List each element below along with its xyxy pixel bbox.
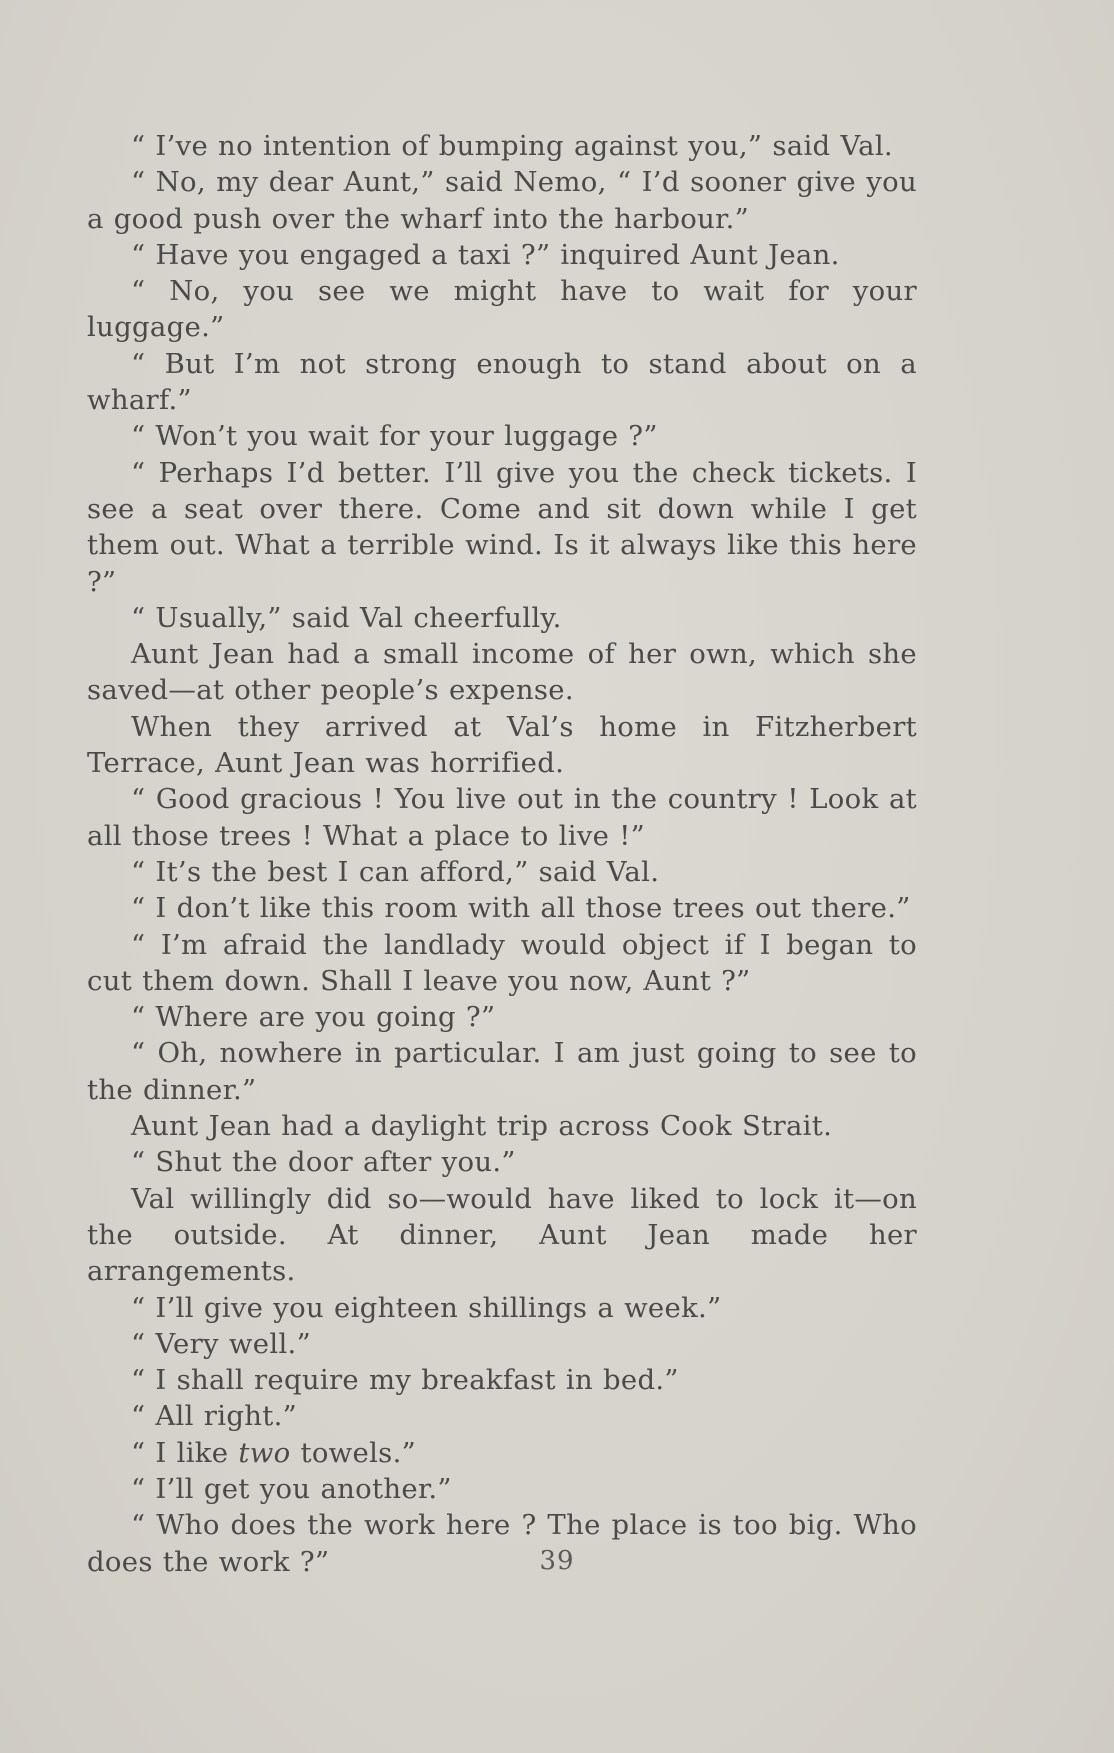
paragraph: “ All right.” xyxy=(131,1400,297,1433)
paragraph: “ Very well.” xyxy=(131,1327,311,1360)
emphasis-text: two xyxy=(238,1436,291,1469)
paragraph: “ I’m afraid the landlady would object if I began to cut them down. Shall I leave you now, Aunt ?” xyxy=(87,928,917,997)
paragraph xyxy=(87,1435,917,1471)
paragraph: Aunt Jean had a small income of her own, which she saved—at other people’s expense. xyxy=(87,638,917,707)
paragraph: “ But I’m not strong enough to stand about on a wharf.” xyxy=(87,347,917,417)
paragraph: “ Usually,” said Val cheerfully. xyxy=(131,601,562,634)
paragraph: “ Shut the door after you.” xyxy=(131,1146,516,1179)
paragraph: “ Won’t you wait for your luggage ?” xyxy=(131,420,658,453)
paragraph: “ No, my dear Aunt,” said Nemo, “ I’d sooner give you a good push over the wharf into the harbour.” xyxy=(87,166,917,235)
page-number: 39 xyxy=(539,1546,575,1576)
body-text xyxy=(87,128,917,1580)
paragraph: “ I’ll get you another.” xyxy=(131,1472,452,1505)
paragraph: When they arrived at Val’s home in Fitzherbert Terrace, Aunt Jean was horrified. xyxy=(87,710,917,780)
paragraph: “ I’ve no intention of bumping against you,” said Val. xyxy=(131,130,893,162)
paragraph: “ Good gracious ! You live out in the country ! Look at all those trees ! What a place to live !” xyxy=(87,783,917,852)
paragraph: Val willingly did so—would have liked to lock it—on the outside. At dinner, Aunt Jean made her arrangements. xyxy=(87,1182,917,1288)
text-run: “ I like xyxy=(131,1436,239,1469)
paragraph: “ I don’t like this room with all those trees out there.” xyxy=(131,892,911,925)
paragraph: “ Perhaps I’d better. I’ll give you the check tickets. I see a seat over there. Come and sit down while I get them out. What a terrible wind. Is it always like this here ?” xyxy=(87,456,917,598)
paragraph: “ I’ll give you eighteen shillings a week.” xyxy=(131,1291,722,1324)
text-run: towels.” xyxy=(290,1436,416,1469)
paragraph: “ Who does the work here ? The place is too big. Who does the work ?” xyxy=(87,1509,917,1578)
paragraph: “ Where are you going ?” xyxy=(131,1001,496,1034)
paragraph: “ Oh, nowhere in particular. I am just going to see to the dinner.” xyxy=(87,1037,917,1106)
paragraph: Aunt Jean had a daylight trip across Cook Strait. xyxy=(131,1110,833,1143)
paragraph: “ It’s the best I can afford,” said Val. xyxy=(131,855,660,888)
paragraph: “ I shall require my breakfast in bed.” xyxy=(131,1364,679,1397)
paragraph: “ Have you engaged a taxi ?” inquired Aunt Jean. xyxy=(131,238,840,271)
paragraph: “ No, you see we might have to wait for your luggage.” xyxy=(87,275,917,344)
